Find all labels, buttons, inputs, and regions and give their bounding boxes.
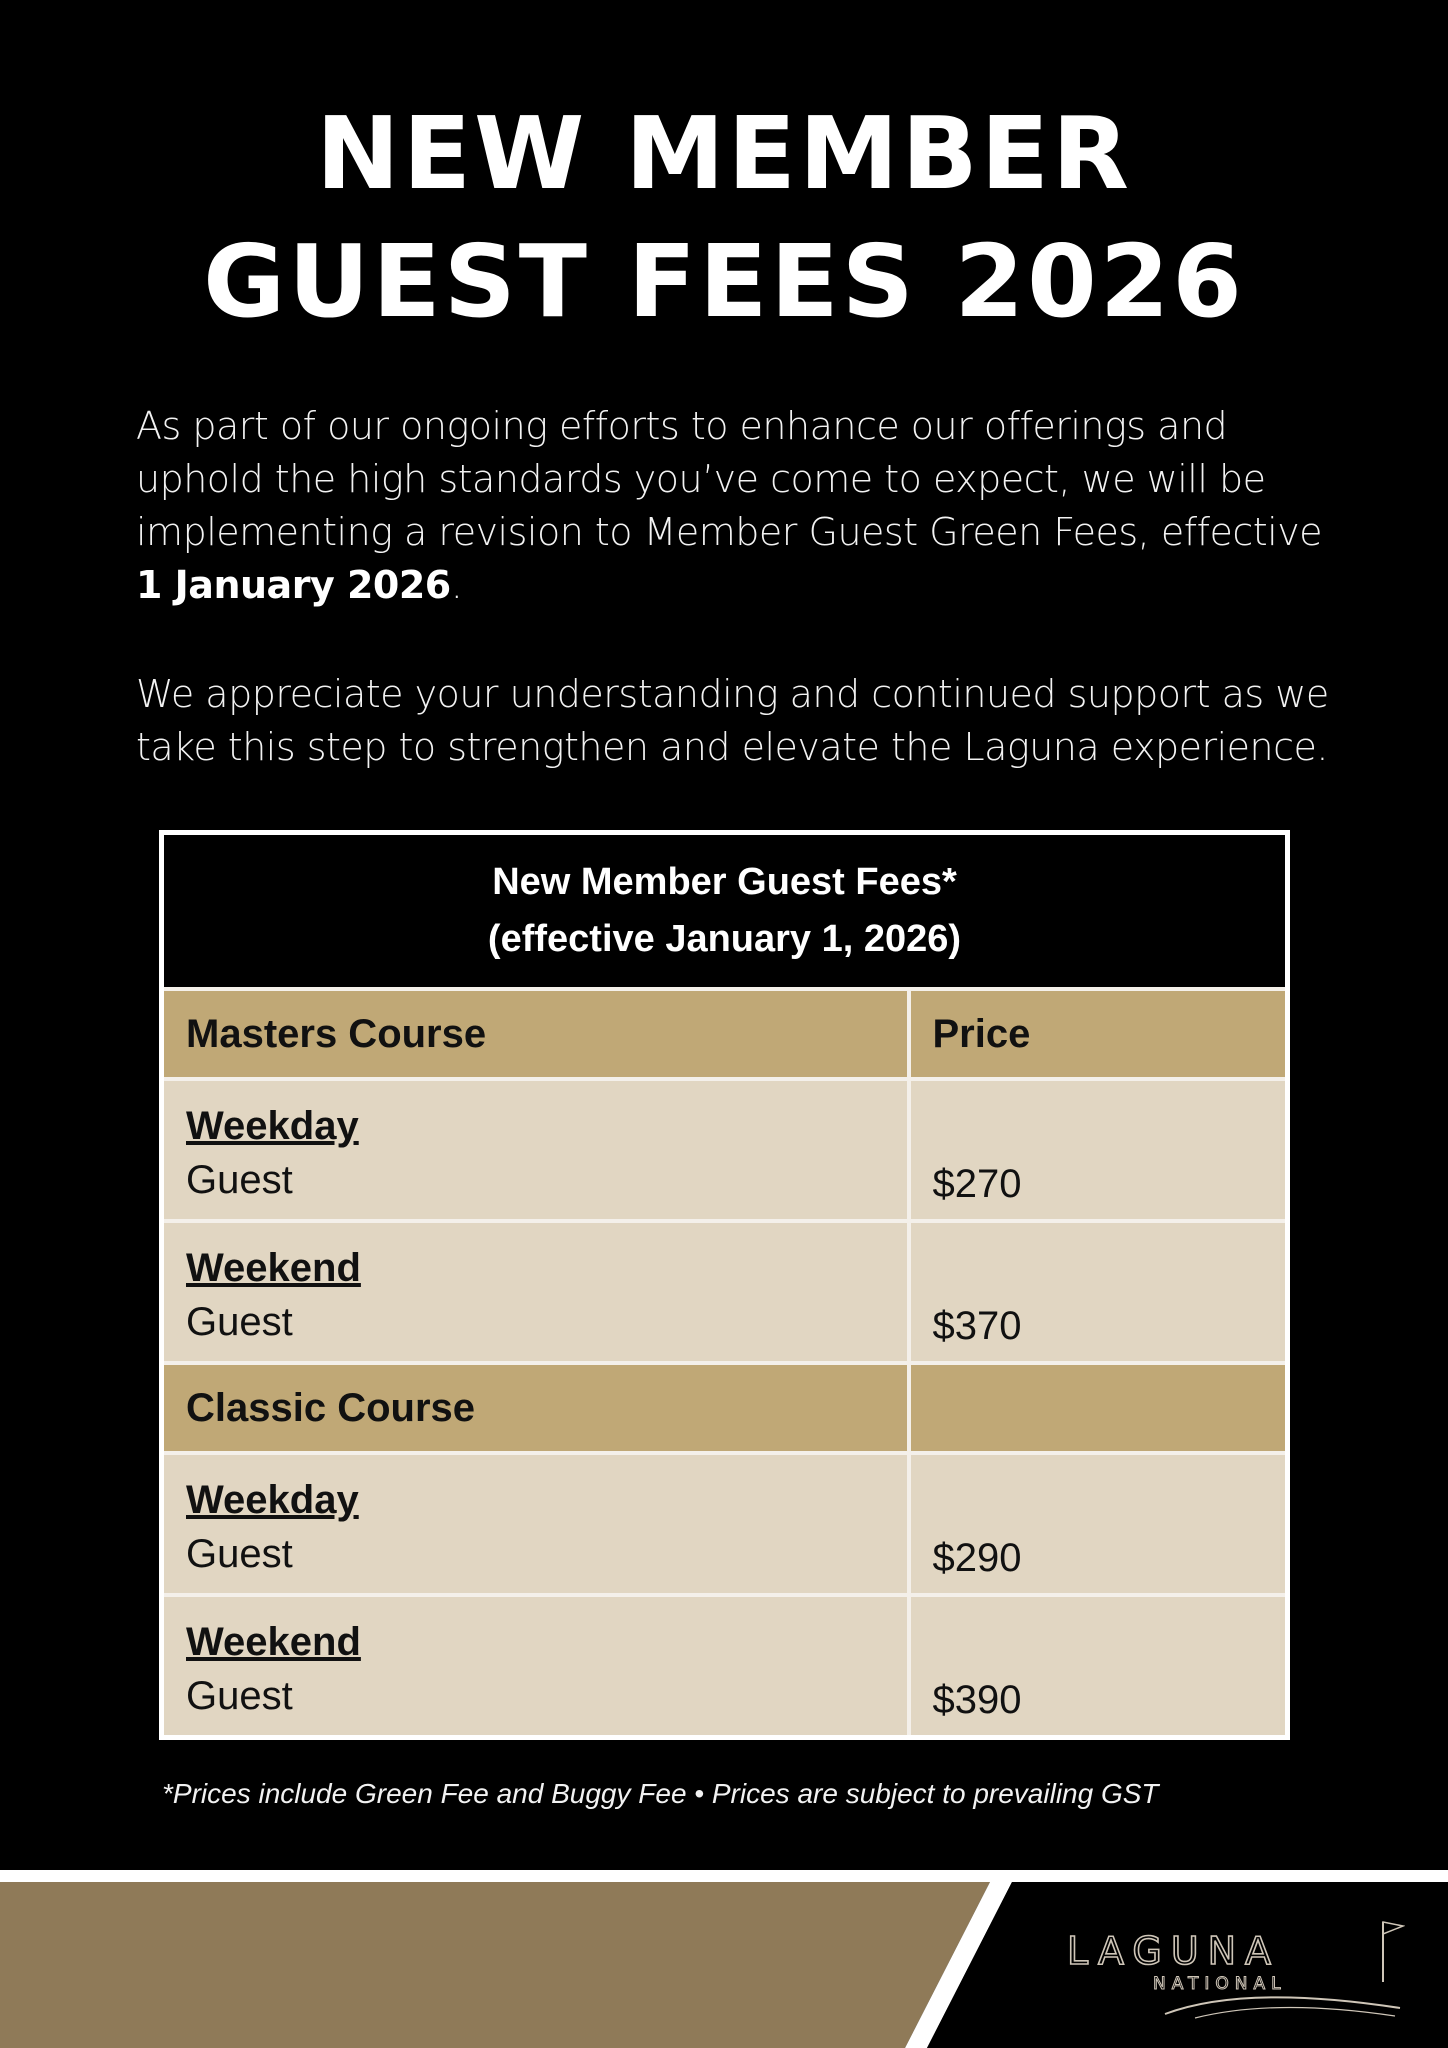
price-header: Price: [909, 989, 1288, 1079]
price-value: $370: [932, 1304, 1022, 1348]
section-row-classic: [162, 1363, 1288, 1453]
title-line-1: NEW MEMBER: [316, 95, 1132, 212]
price-value: $290: [932, 1536, 1022, 1580]
guest-label: Guest: [186, 1532, 293, 1576]
guest-label: Guest: [186, 1300, 293, 1344]
table-row: [162, 1079, 1288, 1221]
table-row: [162, 1221, 1288, 1363]
fees-table: [159, 830, 1290, 1740]
fee-label-cell: [162, 1453, 909, 1595]
day-label: Weekend: [186, 1246, 361, 1290]
table-heading-line-1: New Member Guest Fees*: [492, 861, 957, 903]
fee-label-cell: [162, 1595, 909, 1738]
section-row-masters: [162, 989, 1288, 1079]
table-row: [162, 1453, 1288, 1595]
price-value: $270: [932, 1162, 1022, 1206]
title-line-2: GUEST FEES 2026: [203, 223, 1245, 340]
fee-label-cell: [162, 1221, 909, 1363]
golf-flag-icon: [1383, 1922, 1403, 1982]
fee-label-cell: [162, 1079, 909, 1221]
fee-price-cell: [909, 1595, 1288, 1738]
intro-text: [136, 400, 1336, 830]
logo-sub: NATIONAL: [1153, 1974, 1287, 1994]
classic-price-header: [909, 1363, 1288, 1453]
table-heading: [162, 833, 1288, 990]
intro-p1-end: .: [450, 563, 463, 607]
fee-price-cell: [909, 1453, 1288, 1595]
day-label: Weekend: [186, 1620, 361, 1664]
price-value: $390: [932, 1678, 1022, 1722]
guest-label: Guest: [186, 1674, 293, 1718]
fee-price-cell: [909, 1079, 1288, 1221]
page-title: [0, 90, 1448, 346]
day-label: Weekday: [186, 1478, 359, 1522]
intro-paragraph-2: We appreciate your understanding and continued support as we take this step to strengthen and elevate the Laguna experience.: [136, 672, 1329, 769]
classic-course-label: Classic Course: [162, 1363, 909, 1453]
laguna-national-logo: [1065, 1912, 1405, 2022]
intro-paragraph-1: [136, 400, 1336, 612]
logo-name: LAGUNA: [1067, 1929, 1281, 1973]
table-heading-line-2: (effective January 1, 2026): [487, 918, 962, 960]
table-row: [162, 1595, 1288, 1738]
day-label: Weekday: [186, 1104, 359, 1148]
guest-label: Guest: [186, 1158, 293, 1202]
footnote: *Prices include Green Fee and Buggy Fee • Prices are subject to prevailing GST: [162, 1778, 1159, 1809]
fee-price-cell: [909, 1221, 1288, 1363]
masters-course-label: Masters Course: [162, 989, 909, 1079]
intro-p1-text: As part of our ongoing efforts to enhance our offerings and uphold the high standards you’ve come to expect, we will be implementing a revision to Member Guest Green Fees, effective: [136, 404, 1323, 554]
intro-effective-date: 1 January 2026: [136, 563, 451, 607]
table-heading-row: [162, 833, 1288, 990]
